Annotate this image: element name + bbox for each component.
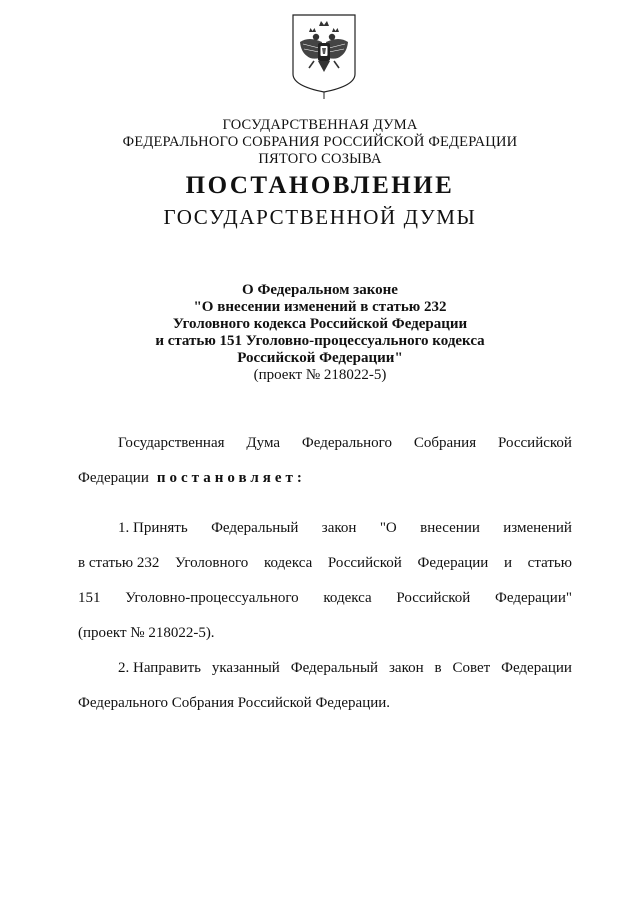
word: Российской bbox=[396, 590, 471, 606]
subject-line-1: О Федеральном законе bbox=[242, 282, 398, 298]
word: внесении bbox=[420, 520, 480, 536]
item1-line-1 bbox=[118, 520, 572, 537]
subject-line-4: и статью 151 Уголовно-процессуального кодекса bbox=[155, 333, 485, 349]
item1-line-4: (проект № 218022-5). bbox=[78, 625, 215, 641]
word: Российской bbox=[498, 435, 572, 451]
header-line-3: ПЯТОГО СОЗЫВА bbox=[258, 151, 382, 167]
word: Федерации bbox=[417, 555, 489, 571]
item1-line-2 bbox=[78, 555, 572, 572]
document-title: ПОСТАНОВЛЕНИЕ bbox=[185, 172, 455, 199]
project-number: (проект № 218022-5) bbox=[253, 367, 387, 383]
decree-word: постановляет: bbox=[156, 470, 306, 486]
word: Российской bbox=[327, 555, 402, 571]
word: 151 bbox=[78, 590, 101, 606]
word: Уголовного bbox=[175, 555, 249, 571]
word: закон bbox=[321, 520, 357, 536]
subject-line-3: Уголовного кодекса Российской Федерации bbox=[172, 316, 468, 332]
preamble-line-2 bbox=[78, 470, 572, 487]
word: Государственная bbox=[118, 435, 225, 451]
word: Уголовно-процессуального bbox=[125, 590, 299, 606]
word: Федеральный bbox=[290, 660, 379, 676]
word: кодекса bbox=[263, 555, 313, 571]
word: Федерации" bbox=[495, 590, 572, 606]
word: в bbox=[434, 660, 442, 676]
word: Собрания bbox=[413, 435, 477, 451]
document-subtitle: ГОСУДАРСТВЕННОЙ ДУМЫ bbox=[163, 205, 477, 229]
item2-line-1 bbox=[118, 660, 572, 677]
word: Совет bbox=[452, 660, 491, 676]
subject-line-2: "О внесении изменений в статью 232 bbox=[193, 299, 447, 315]
word: "О bbox=[379, 520, 397, 536]
word: кодекса bbox=[323, 590, 372, 606]
preamble-text: Федерации bbox=[78, 470, 149, 486]
word: указанный bbox=[211, 660, 280, 676]
word: в статью 232 bbox=[78, 555, 160, 571]
word: Федерального bbox=[301, 435, 392, 451]
header-line-1: ГОСУДАРСТВЕННАЯ ДУМА bbox=[222, 117, 418, 133]
word: статью bbox=[527, 555, 572, 571]
state-emblem-icon bbox=[289, 12, 359, 100]
word: изменений bbox=[503, 520, 572, 536]
word: 2. Направить bbox=[118, 660, 201, 676]
word: Федерации bbox=[501, 660, 572, 676]
subject-line-5: Российской Федерации" bbox=[237, 350, 403, 366]
word: закон bbox=[388, 660, 424, 676]
word: Дума bbox=[246, 435, 281, 451]
item1-line-3 bbox=[78, 590, 572, 607]
header-line-2: ФЕДЕРАЛЬНОГО СОБРАНИЯ РОССИЙСКОЙ ФЕДЕРАЦИИ bbox=[122, 134, 518, 150]
word: и bbox=[503, 555, 513, 571]
preamble-line-1 bbox=[118, 435, 572, 452]
item2-line-2: Федерального Собрания Российской Федерации. bbox=[78, 695, 391, 711]
word: Федеральный bbox=[211, 520, 299, 536]
word: 1. Принять bbox=[118, 520, 188, 536]
